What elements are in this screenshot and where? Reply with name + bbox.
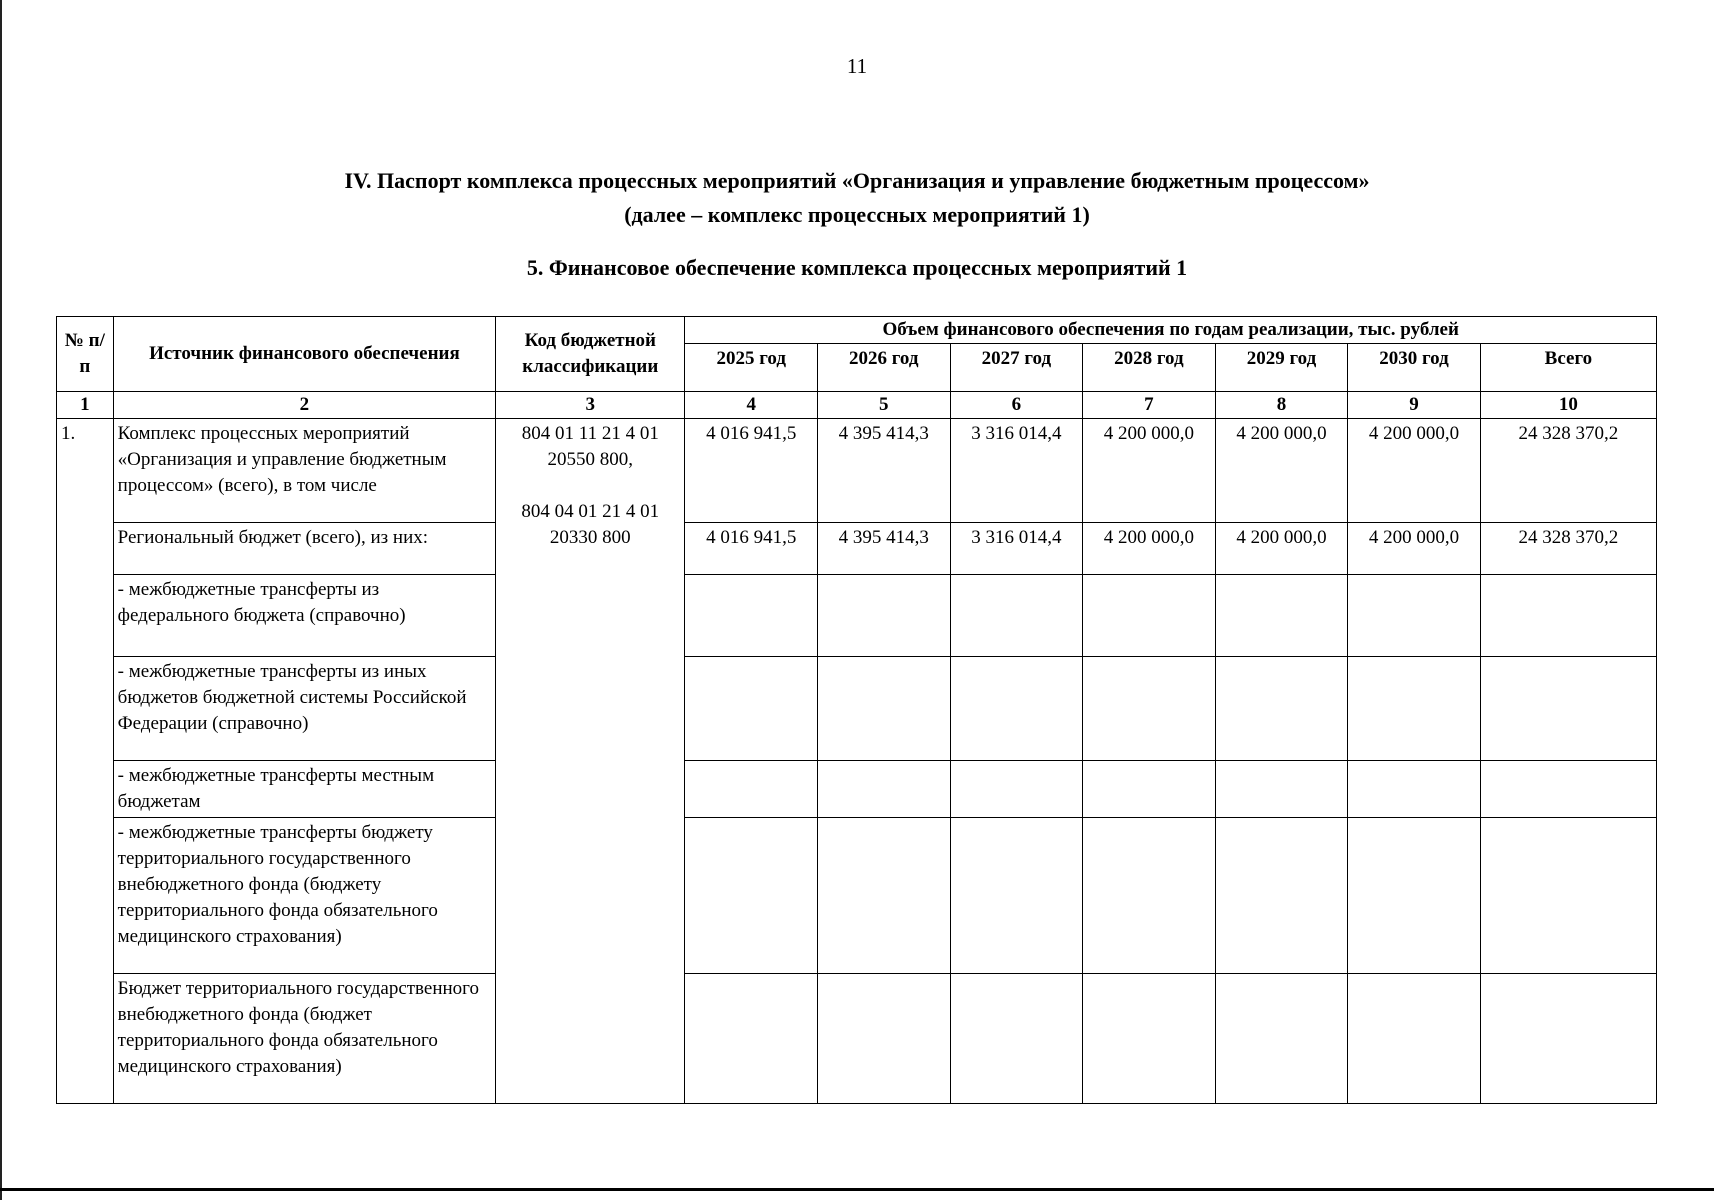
header-row-1	[57, 317, 1657, 344]
value-cell	[1083, 761, 1216, 818]
column-number: 5	[817, 392, 950, 419]
value-cell: 3 316 014,4	[950, 523, 1083, 575]
table-row	[57, 974, 1657, 1104]
value-cell	[1083, 575, 1216, 657]
value-cell: 4 200 000,0	[1083, 523, 1216, 575]
value-cell	[817, 761, 950, 818]
table-row	[57, 818, 1657, 974]
title-line-2: (далее – комплекс процессных мероприятий 1)	[624, 202, 1090, 227]
total-cell: 24 328 370,2	[1480, 419, 1656, 523]
value-cell: 4 395 414,3	[817, 419, 950, 523]
financing-table	[56, 316, 1657, 1104]
value-cell	[685, 974, 818, 1104]
value-cell	[817, 657, 950, 761]
table-row	[57, 523, 1657, 575]
table-row	[57, 761, 1657, 818]
value-cell	[685, 818, 818, 974]
total-cell: 24 328 370,2	[1480, 523, 1656, 575]
value-cell	[817, 575, 950, 657]
value-cell	[1215, 575, 1348, 657]
value-cell	[1215, 818, 1348, 974]
value-cell	[1348, 575, 1481, 657]
column-number: 7	[1083, 392, 1216, 419]
value-cell	[1348, 761, 1481, 818]
title-line-1: IV. Паспорт комплекса процессных мероприятий «Организация и управление бюджетным процессом»	[344, 168, 1370, 193]
source-cell: - межбюджетные трансферты из иных бюджетов бюджетной системы Российской Федерации (справочно)	[113, 657, 496, 761]
value-cell	[685, 575, 818, 657]
header-year-2026: 2026 год	[817, 344, 950, 392]
column-number: 4	[685, 392, 818, 419]
value-cell	[685, 761, 818, 818]
value-cell	[685, 657, 818, 761]
budget-code: 804 04 01 21 4 01 20330 800	[521, 501, 660, 548]
header-source: Источник финансового обеспечения	[113, 317, 496, 392]
total-cell	[1480, 657, 1656, 761]
header-code: Код бюджетной классификации	[496, 317, 685, 392]
budget-code-cell	[496, 419, 685, 1104]
header-year-2027: 2027 год	[950, 344, 1083, 392]
column-number: 10	[1480, 392, 1656, 419]
column-number: 2	[113, 392, 496, 419]
section-title: 5. Финансовое обеспечение комплекса процессных мероприятий 1	[526, 255, 1188, 280]
table-row	[57, 419, 1657, 523]
source-cell: - межбюджетные трансферты бюджету территориального государственного внебюджетного фонда (бюджету территориального фонда обязательного медицинского страхования)	[113, 818, 496, 974]
header-year-2025: 2025 год	[685, 344, 818, 392]
table-row	[57, 657, 1657, 761]
value-cell: 4 200 000,0	[1348, 419, 1481, 523]
header-total: Всего	[1480, 344, 1656, 392]
document-title	[0, 164, 1714, 232]
source-cell: - межбюджетные трансферты из федерального бюджета (справочно)	[113, 575, 496, 657]
header-volume: Объем финансового обеспечения по годам реализации, тыс. рублей	[685, 317, 1657, 344]
total-cell	[1480, 575, 1656, 657]
value-cell	[1215, 761, 1348, 818]
column-number: 1	[57, 392, 114, 419]
total-cell	[1480, 818, 1656, 974]
table-row	[57, 575, 1657, 657]
value-cell	[817, 818, 950, 974]
budget-code: 804 01 11 21 4 01 20550 800,	[521, 423, 659, 470]
header-num: № п/п	[57, 317, 114, 392]
value-cell: 3 316 014,4	[950, 419, 1083, 523]
source-cell: - межбюджетные трансферты местным бюджетам	[113, 761, 496, 818]
value-cell	[1083, 657, 1216, 761]
row-index: 1.	[57, 419, 114, 1104]
value-cell	[950, 974, 1083, 1104]
header-year-2029: 2029 год	[1215, 344, 1348, 392]
value-cell	[1348, 657, 1481, 761]
value-cell	[817, 974, 950, 1104]
page-number: 11	[846, 54, 868, 78]
header-year-2028: 2028 год	[1083, 344, 1216, 392]
value-cell	[1215, 974, 1348, 1104]
value-cell	[1348, 974, 1481, 1104]
scan-bottom-line	[0, 1188, 1714, 1191]
source-cell: Бюджет территориального государственного внебюджетного фонда (бюджет территориального фонда обязательного медицинского страхования)	[113, 974, 496, 1104]
value-cell: 4 016 941,5	[685, 523, 818, 575]
value-cell	[1215, 657, 1348, 761]
value-cell	[1083, 974, 1216, 1104]
column-number: 6	[950, 392, 1083, 419]
column-number: 8	[1215, 392, 1348, 419]
value-cell: 4 016 941,5	[685, 419, 818, 523]
total-cell	[1480, 974, 1656, 1104]
value-cell: 4 200 000,0	[1083, 419, 1216, 523]
column-number: 9	[1348, 392, 1481, 419]
value-cell: 4 395 414,3	[817, 523, 950, 575]
header-year-2030: 2030 год	[1348, 344, 1481, 392]
value-cell: 4 200 000,0	[1348, 523, 1481, 575]
source-cell: Региональный бюджет (всего), из них:	[113, 523, 496, 575]
value-cell	[1348, 818, 1481, 974]
source-cell: Комплекс процессных мероприятий «Организация и управление бюджетным процессом» (всего), в том числе	[113, 419, 496, 523]
value-cell	[1083, 818, 1216, 974]
total-cell	[1480, 761, 1656, 818]
value-cell	[950, 575, 1083, 657]
value-cell: 4 200 000,0	[1215, 523, 1348, 575]
column-number: 3	[496, 392, 685, 419]
value-cell	[950, 818, 1083, 974]
value-cell	[950, 761, 1083, 818]
column-number-row	[57, 392, 1657, 419]
value-cell	[950, 657, 1083, 761]
value-cell: 4 200 000,0	[1215, 419, 1348, 523]
